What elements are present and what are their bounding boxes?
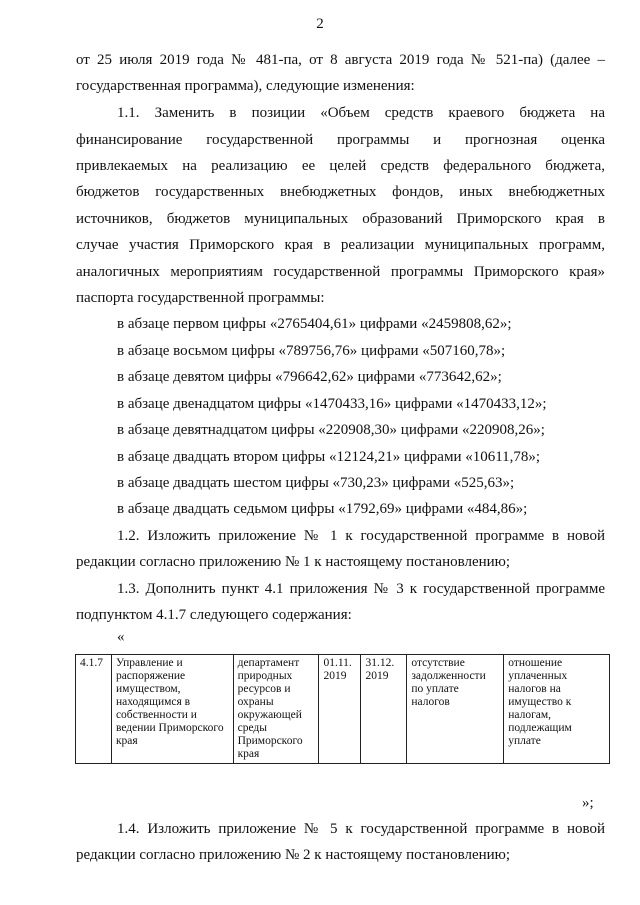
change-item: в абзаце первом цифры «2765404,61» цифрами «2459808,62»; — [117, 316, 512, 332]
text-line: паспорта государственной программы: — [76, 290, 325, 306]
change-item: в абзаце двадцать втором цифры «12124,21» цифрами «10611,78»; — [117, 449, 541, 465]
text-line: бюджетов государственных внебюджетных фондов, иных внебюджетных — [76, 184, 605, 200]
text-line: аналогичных мероприятиям государственной программы Приморского края» — [76, 264, 605, 280]
cell-measure-name: Управление и распоряжение имуществом, находящимся в собственности и ведении Приморского края — [111, 655, 233, 764]
text-line: государственная программа), следующие изменения: — [76, 78, 415, 94]
cell-indicator: отношение уплаченных налогов на имущество к налогам, подлежащим уплате — [504, 655, 610, 764]
text-line: случае участия Приморского края в реализации муниципальных программ, — [76, 237, 605, 253]
change-item: в абзаце девятнадцатом цифры «220908,30» цифрами «220908,26»; — [117, 422, 545, 438]
text-line: подпунктом 4.1.7 следующего содержания: — [76, 607, 352, 623]
text-line: источников, бюджетов муниципальных образований Приморского края в — [76, 211, 605, 227]
table-row — [76, 655, 610, 764]
change-item: в абзаце двенадцатом цифры «1470433,16» цифрами «1470433,12»; — [117, 396, 547, 412]
change-item: в абзаце двадцать шестом цифры «730,23» цифрами «525,63»; — [117, 475, 515, 491]
cell-end-date: 31.12. 2019 — [361, 655, 407, 764]
text-line: 1.2. Изложить приложение № 1 к государственной программе в новой — [117, 528, 605, 544]
change-item: в абзаце двадцать седьмом цифры «1792,69» цифрами «484,86»; — [117, 501, 528, 517]
text-line: редакции согласно приложению № 2 к настоящему постановлению; — [76, 847, 511, 863]
page-number: 2 — [316, 16, 324, 32]
text-line: 1.1. Заменить в позиции «Объем средств краевого бюджета на — [117, 105, 605, 121]
cell-number: 4.1.7 — [76, 655, 112, 764]
text-line: редакции согласно приложению № 1 к настоящему постановлению; — [76, 554, 511, 570]
quote-close: »; — [582, 795, 594, 811]
text-line: 1.4. Изложить приложение № 5 к государственной программе в новой — [117, 821, 605, 837]
measure-table — [75, 654, 610, 764]
cell-result: отсутствие задолженности по уплате налогов — [407, 655, 504, 764]
cell-start-date: 01.11. 2019 — [319, 655, 361, 764]
text-line: финансирование государственной программы и прогнозная оценка — [76, 132, 605, 148]
text-line: от 25 июля 2019 года № 481-па, от 8 августа 2019 года № 521-па) (далее – — [76, 52, 605, 68]
change-item: в абзаце восьмом цифры «789756,76» цифрами «507160,78»; — [117, 343, 506, 359]
cell-executor: департамент природных ресурсов и охраны окружающей среды Приморского края — [233, 655, 319, 764]
quote-open: « — [117, 629, 125, 645]
text-line: привлекаемых на реализацию ее целей средств федерального бюджета, — [76, 158, 605, 174]
text-line: 1.3. Дополнить пункт 4.1 приложения № 3 к государственной программе — [117, 581, 605, 597]
change-item: в абзаце девятом цифры «796642,62» цифрами «773642,62»; — [117, 369, 502, 385]
